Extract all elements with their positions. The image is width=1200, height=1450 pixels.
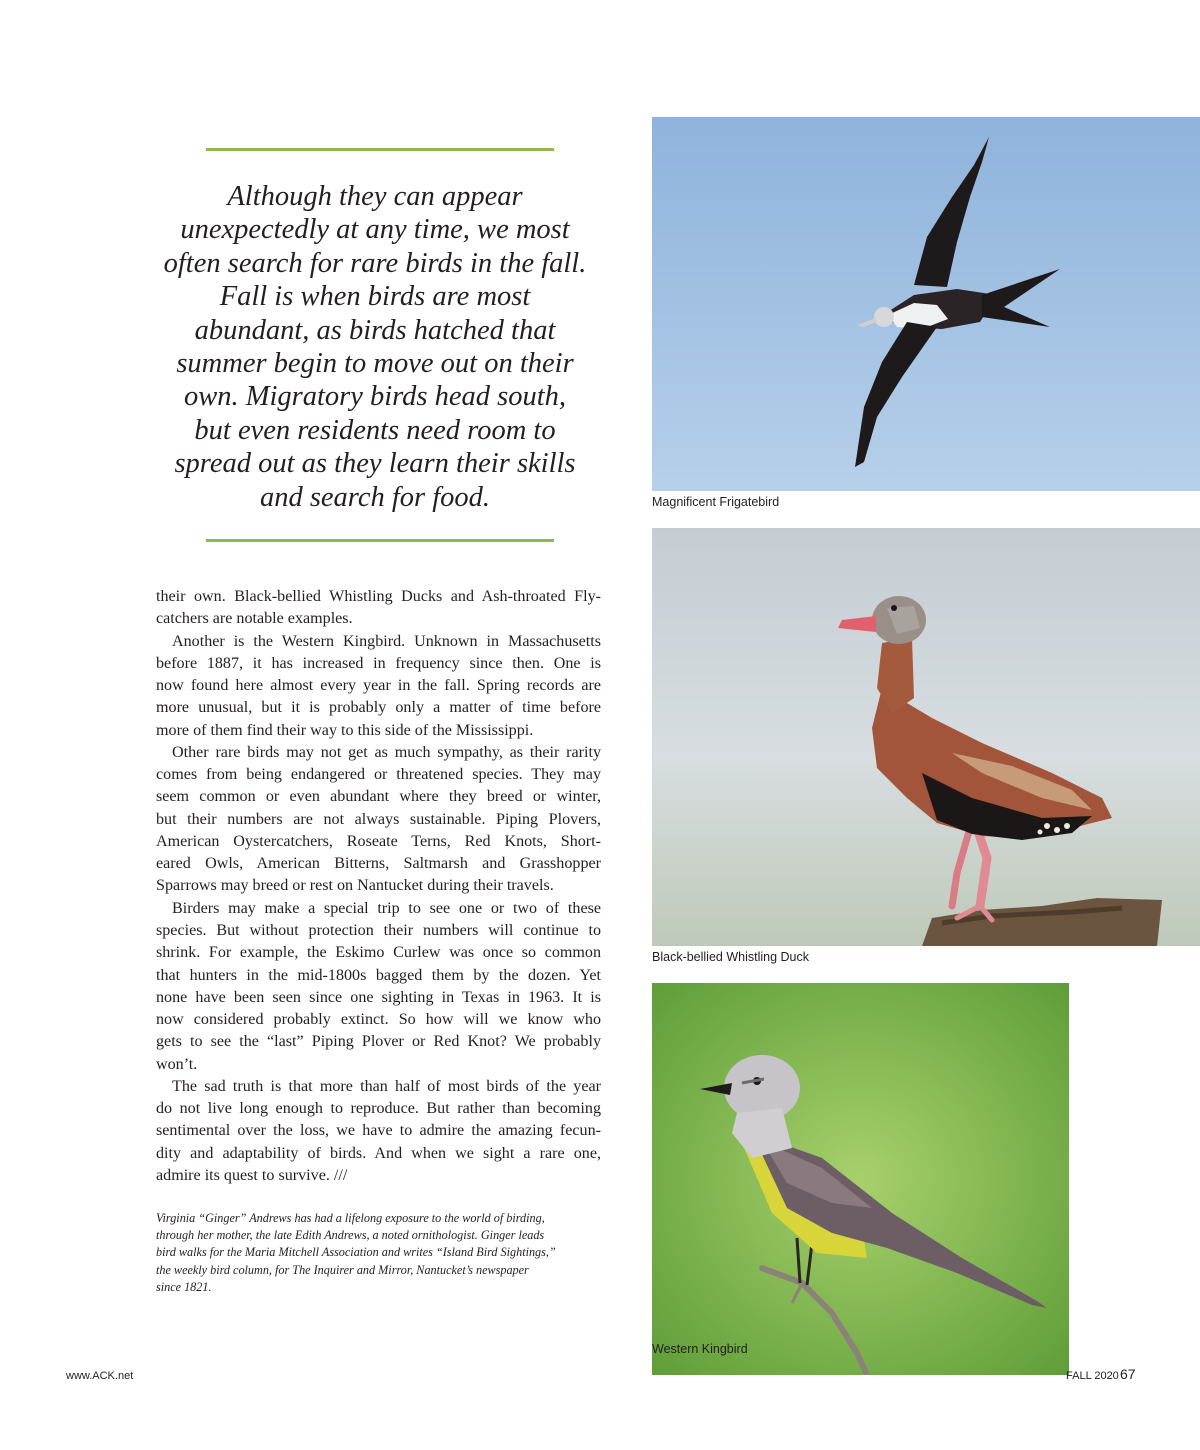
- pullquote-top-rule: [206, 148, 554, 151]
- bio-line: the weekly bird column, for The Inquirer and Mirror, Nantucket’s newspaper: [156, 1262, 529, 1277]
- bio-line: Virginia “Ginger” Andrews has had a lifelong exposure to the world of birding,: [156, 1211, 545, 1225]
- footer-website: www.ACK.net: [66, 1370, 134, 1382]
- footer-issue: FALL 2020: [1066, 1370, 1119, 1382]
- body-line: do not live long enough to reproduce. But rather than becoming: [156, 1100, 601, 1118]
- body-line: species. But without protection their numbers will continue to: [156, 921, 601, 939]
- bio-line: through her mother, the late Edith Andrews, a noted ornithologist. Ginger leads: [156, 1228, 545, 1243]
- whistling-duck-caption: Black-bellied Whistling Duck: [652, 950, 810, 964]
- frigatebird-image: [652, 117, 1200, 491]
- body-line: comes from being endangered or threatened species. They may: [156, 766, 601, 784]
- body-line: now considered probably extinct. So how will we know who: [156, 1011, 601, 1029]
- bio-line: since 1821.: [156, 1279, 212, 1294]
- kingbird-image: [652, 983, 1069, 1375]
- body-line: won’t.: [156, 1055, 198, 1073]
- pullquote-line: but even residents need room to: [194, 414, 556, 446]
- body-line: their own. Black-bellied Whistling Ducks and Ash-throated Fly-: [156, 588, 601, 605]
- body-line: but their numbers are not always sustainable. Piping Plovers,: [156, 810, 601, 828]
- body-line: gets to see the “last” Piping Plover or Red Knot? We probably: [156, 1033, 601, 1051]
- kingbird-caption: Western Kingbird: [652, 1342, 748, 1356]
- whistling-duck-image: [652, 528, 1200, 946]
- pullquote-line: spread out as they learn their skills: [174, 448, 576, 480]
- pullquote-line: Although they can appear: [227, 181, 523, 212]
- body-line: eared Owls, American Bitterns, Saltmarsh and Grasshopper: [156, 855, 601, 873]
- author-bio: [156, 1210, 596, 1296]
- body-line: admire its quest to survive. ///: [156, 1166, 348, 1184]
- body-line: seem common or even abundant where they breed or winter,: [156, 788, 601, 806]
- article-body: [156, 586, 601, 1187]
- body-line: Birders may make a special trip to see one or two of these: [172, 899, 601, 917]
- body-line: American Oystercatchers, Roseate Terns, Red Knots, Short-: [156, 832, 601, 850]
- pullquote-line: abundant, as birds hatched that: [194, 314, 556, 346]
- frigatebird-caption: Magnificent Frigatebird: [652, 495, 780, 509]
- pullquote-line: unexpectedly at any time, we most: [180, 214, 570, 246]
- pullquote-line: Fall is when birds are most: [219, 281, 531, 313]
- body-line: none have been seen since one sighting in Texas in 1963. It is: [156, 988, 601, 1006]
- whistling-duck-photo: [652, 528, 1200, 946]
- bio-line: bird walks for the Maria Mitchell Association and writes “Island Bird Sightings,”: [156, 1245, 556, 1260]
- frigatebird-photo: [652, 117, 1200, 491]
- page-number: 67: [1120, 1366, 1136, 1382]
- body-line: catchers are notable examples.: [156, 610, 353, 628]
- body-line: Sparrows may breed or rest on Nantucket during their travels.: [156, 877, 554, 895]
- pullquote-line: and search for food.: [259, 481, 491, 513]
- body-line: before 1887, it has increased in frequency since then. One is: [156, 654, 601, 672]
- body-line: more of them find their way to this side of the Mississippi.: [156, 721, 534, 739]
- pullquote: [160, 180, 590, 514]
- pullquote-line: summer begin to move out on their: [176, 348, 574, 380]
- body-line: Other rare birds may not get as much sympathy, as their rarity: [172, 743, 601, 761]
- body-line: more unusual, but it is probably only a matter of time before: [156, 699, 601, 717]
- body-line: Another is the Western Kingbird. Unknown in Massachusetts: [172, 632, 601, 650]
- pullquote-bottom-rule: [206, 539, 554, 542]
- body-line: sentimental over the loss, we have to admire the amazing fecun-: [156, 1122, 601, 1140]
- body-line: The sad truth is that more than half of most birds of the year: [172, 1077, 601, 1095]
- pullquote-line: own. Migratory birds head south,: [183, 381, 567, 413]
- pullquote-line: often search for rare birds in the fall.: [163, 247, 587, 279]
- body-line: now found here almost every year in the fall. Spring records are: [156, 677, 601, 695]
- body-line: shrink. For example, the Eskimo Curlew was once so common: [156, 944, 601, 962]
- body-line: dity and adaptability of birds. And when we sight a rare one,: [156, 1144, 601, 1162]
- kingbird-photo: [652, 983, 1069, 1375]
- body-line: that hunters in the mid-1800s bagged them by the dozen. Yet: [156, 966, 601, 984]
